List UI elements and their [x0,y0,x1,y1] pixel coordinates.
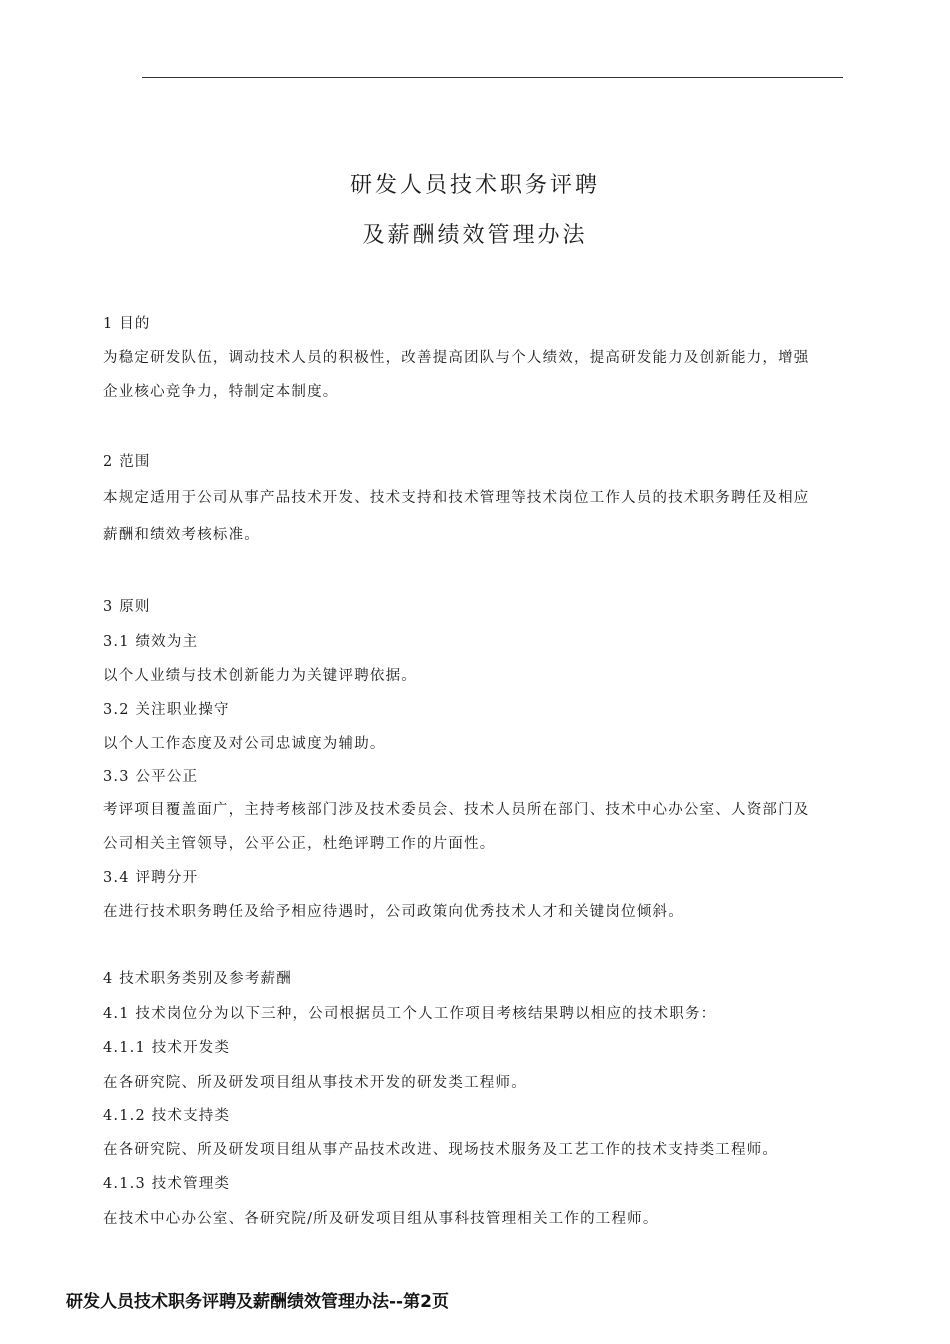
subsection-heading: 4.1.1 技术开发类 [103,1040,231,1056]
paragraph-line: 考评项目覆盖面广，主持考核部门涉及技术委员会、技术人员所在部门、技术中心办公室、人资部门及 [103,802,810,818]
paragraph-line: 在各研究院、所及研发项目组从事技术开发的研发类工程师。 [103,1075,527,1091]
paragraph-line: 本规定适用于公司从事产品技术开发、技术支持和技术管理等技术岗位工作人员的技术职务聘任及相应 [103,490,810,506]
section-heading-principles: 3 原则 [103,599,151,615]
paragraph-line: 以个人工作态度及对公司忠诚度为辅助。 [103,736,386,752]
paragraph-line: 薪酬和绩效考核标准。 [103,527,260,543]
page-footer: 研发人员技术职务评聘及薪酬绩效管理办法--第2页 [66,1292,449,1312]
subsection-heading: 3.4 评聘分开 [103,870,199,886]
section-heading-purpose: 1 目的 [103,316,151,332]
paragraph-line: 为稳定研发队伍，调动技术人员的积极性，改善提高团队与个人绩效，提高研发能力及创新能力，增强 [103,350,810,366]
document-title-line-1: 研发人员技术职务评聘 [349,173,600,198]
header-rule [142,77,843,78]
subsection-heading: 4.1.2 技术支持类 [103,1108,231,1124]
subsection-heading: 3.3 公平公正 [103,769,199,785]
subsection-heading: 3.1 绩效为主 [103,634,199,650]
paragraph-line: 以个人业绩与技术创新能力为关键评聘依据。 [103,668,417,684]
paragraph-line: 在各研究院、所及研发项目组从事产品技术改进、现场技术服务及工艺工作的技术支持类工程师。 [103,1142,779,1158]
subsection-heading: 4.1 技术岗位分为以下三种，公司根据员工个人工作项目考核结果聘以相应的技术职务： [103,1006,717,1022]
section-heading-job-categories: 4 技术职务类别及参考薪酬 [103,971,292,987]
paragraph-line: 在进行技术职务聘任及给予相应待遇时，公司政策向优秀技术人才和关键岗位倾斜。 [103,904,684,920]
document-title-line-2: 及薪酬绩效管理办法 [362,223,588,248]
subsection-heading: 4.1.3 技术管理类 [103,1176,231,1192]
section-heading-scope: 2 范围 [103,454,151,470]
paragraph-line: 在技术中心办公室、各研究院/所及研发项目组从事科技管理相关工作的工程师。 [103,1211,659,1227]
subsection-heading: 3.2 关注职业操守 [103,702,230,718]
paragraph-line: 企业核心竞争力，特制定本制度。 [103,384,339,400]
paragraph-line: 公司相关主管领导，公平公正，杜绝评聘工作的片面性。 [103,836,496,852]
